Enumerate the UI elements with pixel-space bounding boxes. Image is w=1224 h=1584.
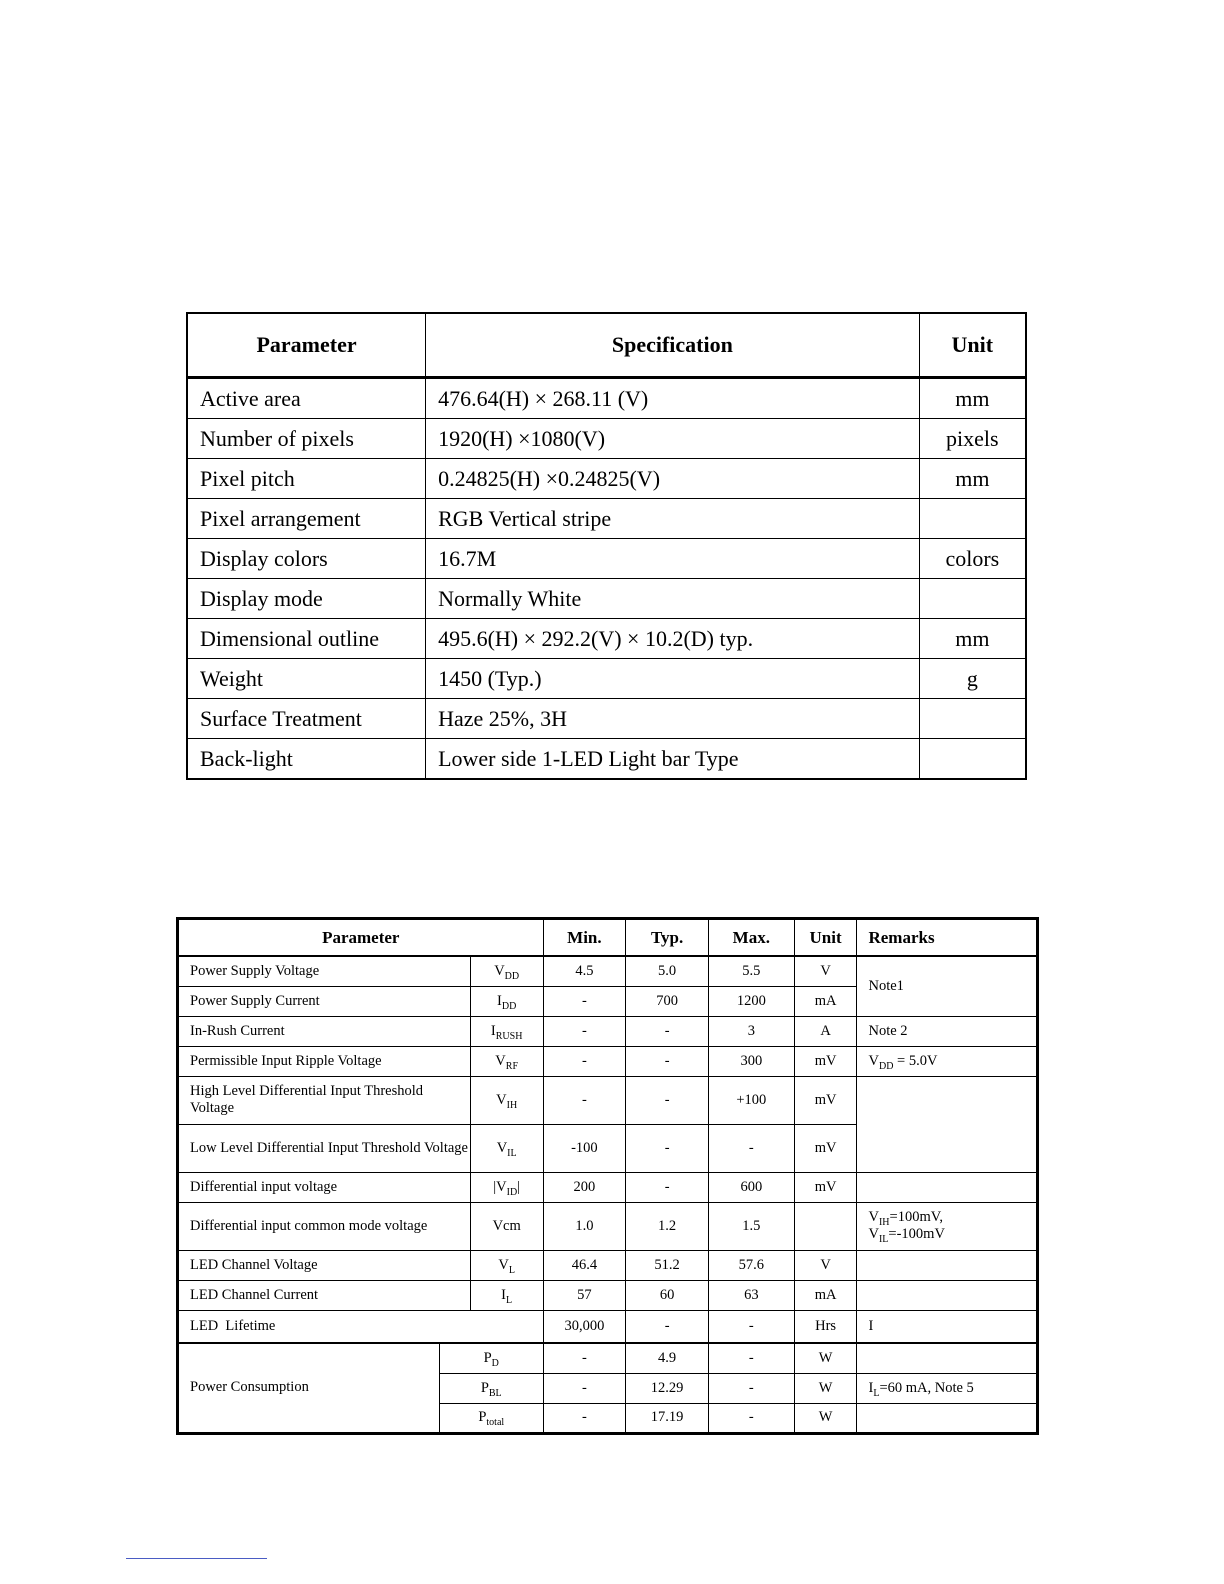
elec-min: 1.0 xyxy=(543,1202,626,1250)
elec-remark xyxy=(857,1202,1038,1250)
elec-param: Differential input voltage xyxy=(178,1172,471,1202)
elec-symbol xyxy=(470,1016,543,1046)
symbol-text: P xyxy=(483,1349,492,1366)
spec-unit: mm xyxy=(919,459,1026,499)
spec-param: Pixel arrangement xyxy=(187,499,426,539)
spec-unit: colors xyxy=(919,539,1026,579)
symbol-sub: BL xyxy=(488,1387,502,1399)
table-row xyxy=(187,539,1026,579)
elec-max: 57.6 xyxy=(708,1250,794,1280)
table-row xyxy=(187,378,1026,419)
spec-param: Display mode xyxy=(187,579,426,619)
elec-unit: V xyxy=(794,956,857,986)
symbol-sub: L xyxy=(508,1264,515,1276)
table-row xyxy=(187,459,1026,499)
table-row xyxy=(187,619,1026,659)
symbol-sub: RF xyxy=(505,1060,519,1072)
elec-remark xyxy=(857,1373,1038,1403)
spec-value: Haze 25%, 3H xyxy=(426,699,920,739)
spec-param: Number of pixels xyxy=(187,419,426,459)
spec-param: Active area xyxy=(187,378,426,419)
elec-symbol xyxy=(439,1343,543,1373)
spec-unit xyxy=(919,699,1026,739)
elec-max: - xyxy=(708,1124,794,1172)
spec-unit: mm xyxy=(919,619,1026,659)
table-row xyxy=(178,1016,1038,1046)
elec-symbol xyxy=(470,1076,543,1124)
elec-header-parameter: Parameter xyxy=(178,919,544,957)
table-row xyxy=(187,419,1026,459)
elec-typ: 1.2 xyxy=(626,1202,709,1250)
spec-value: Normally White xyxy=(426,579,920,619)
elec-unit: mV xyxy=(794,1124,857,1172)
elec-unit: W xyxy=(794,1373,857,1403)
elec-remark: Note 2 xyxy=(857,1016,1038,1046)
elec-symbol xyxy=(470,1124,543,1172)
elec-typ: - xyxy=(626,1016,709,1046)
elec-unit: mV xyxy=(794,1046,857,1076)
table-row xyxy=(187,739,1026,780)
elec-symbol xyxy=(470,956,543,986)
remark-text: I xyxy=(868,1379,874,1396)
table-row xyxy=(178,1310,1038,1343)
spec-param: Back-light xyxy=(187,739,426,780)
remark-tail: =100mV, xyxy=(889,1209,943,1225)
elec-param: High Level Differential Input Threshold Voltage xyxy=(178,1076,471,1124)
elec-min: -100 xyxy=(543,1124,626,1172)
elec-symbol xyxy=(470,1250,543,1280)
symbol-sub: RUSH xyxy=(495,1030,523,1042)
symbol-sub: total xyxy=(486,1417,505,1428)
elec-remark xyxy=(857,1280,1038,1310)
elec-max: - xyxy=(708,1373,794,1403)
spec-value: 0.24825(H) ×0.24825(V) xyxy=(426,459,920,499)
symbol-sub: IH xyxy=(506,1099,518,1111)
spec-header-specification: Specification xyxy=(426,313,920,378)
elec-typ: 60 xyxy=(626,1280,709,1310)
spec-value: 1920(H) ×1080(V) xyxy=(426,419,920,459)
symbol-tail: | xyxy=(517,1178,521,1195)
spec-value: 1450 (Typ.) xyxy=(426,659,920,699)
symbol-text: V xyxy=(494,962,505,979)
remark-line-2 xyxy=(868,1226,1036,1243)
elec-max: - xyxy=(708,1310,794,1343)
elec-typ: - xyxy=(626,1124,709,1172)
elec-min: - xyxy=(543,1016,626,1046)
table-row xyxy=(178,1202,1038,1250)
elec-unit: W xyxy=(794,1403,857,1433)
symbol-text: V xyxy=(495,1052,506,1069)
spec-param: Weight xyxy=(187,659,426,699)
remark-sub: DD xyxy=(878,1060,894,1072)
elec-symbol xyxy=(470,986,543,1016)
elec-min: - xyxy=(543,986,626,1016)
spec-unit: pixels xyxy=(919,419,1026,459)
elec-max: 1200 xyxy=(708,986,794,1016)
elec-max: 5.5 xyxy=(708,956,794,986)
spec-unit xyxy=(919,499,1026,539)
spec-header-parameter: Parameter xyxy=(187,313,426,378)
elec-min: - xyxy=(543,1046,626,1076)
elec-header-typ: Typ. xyxy=(626,919,709,957)
elec-max: 1.5 xyxy=(708,1202,794,1250)
symbol-sub: D xyxy=(491,1357,499,1369)
symbol-text: V xyxy=(498,1256,509,1273)
elec-min: - xyxy=(543,1373,626,1403)
elec-min: 200 xyxy=(543,1172,626,1202)
elec-min: - xyxy=(543,1076,626,1124)
elec-typ: 51.2 xyxy=(626,1250,709,1280)
elec-header-unit: Unit xyxy=(794,919,857,957)
elec-unit: mV xyxy=(794,1172,857,1202)
elec-remark xyxy=(857,1343,1038,1373)
symbol-text: I xyxy=(490,1022,496,1039)
elec-remark xyxy=(857,1046,1038,1076)
elec-unit xyxy=(794,1202,857,1250)
elec-header-row xyxy=(178,919,1038,957)
spec-unit: mm xyxy=(919,378,1026,419)
table-row xyxy=(187,579,1026,619)
elec-min: - xyxy=(543,1403,626,1433)
elec-param: Low Level Differential Input Threshold Voltage xyxy=(178,1124,471,1172)
remark-text: V xyxy=(868,1209,879,1225)
symbol-sub: ID xyxy=(506,1186,518,1198)
table-row xyxy=(178,1046,1038,1076)
power-consumption-label: Power Consumption xyxy=(178,1343,440,1433)
symbol-text: V xyxy=(496,1139,508,1156)
specification-table xyxy=(186,312,1027,780)
table-row xyxy=(178,1343,1038,1373)
table-row xyxy=(187,499,1026,539)
symbol-text: P xyxy=(480,1379,489,1396)
symbol-text: P xyxy=(478,1409,487,1425)
elec-typ: 5.0 xyxy=(626,956,709,986)
table-row xyxy=(178,1280,1038,1310)
remark-tail: =-100mV xyxy=(888,1226,945,1242)
table-row xyxy=(178,1172,1038,1202)
elec-param: LED Lifetime xyxy=(178,1310,544,1343)
table-row xyxy=(187,699,1026,739)
elec-max: - xyxy=(708,1403,794,1433)
elec-unit: Hrs xyxy=(794,1310,857,1343)
remark-text: V xyxy=(868,1052,879,1069)
spec-unit: g xyxy=(919,659,1026,699)
table-row xyxy=(178,1250,1038,1280)
elec-min: 46.4 xyxy=(543,1250,626,1280)
spec-param: Surface Treatment xyxy=(187,699,426,739)
spec-value: Lower side 1-LED Light bar Type xyxy=(426,739,920,780)
elec-unit: A xyxy=(794,1016,857,1046)
elec-max: - xyxy=(708,1343,794,1373)
elec-unit: mV xyxy=(794,1076,857,1124)
elec-typ: - xyxy=(626,1076,709,1124)
elec-remark xyxy=(857,1403,1038,1433)
spec-param: Dimensional outline xyxy=(187,619,426,659)
elec-symbol xyxy=(470,1046,543,1076)
symbol-sub: DD xyxy=(501,1000,517,1012)
symbol-sub: L xyxy=(506,1294,513,1306)
symbol-text: V xyxy=(496,1091,507,1108)
remark-sub: IH xyxy=(878,1217,890,1228)
elec-max: +100 xyxy=(708,1076,794,1124)
elec-param: LED Channel Current xyxy=(178,1280,471,1310)
symbol-text: I xyxy=(497,992,502,1009)
elec-param: Power Supply Voltage xyxy=(178,956,471,986)
elec-unit: W xyxy=(794,1343,857,1373)
elec-unit: V xyxy=(794,1250,857,1280)
elec-symbol xyxy=(470,1280,543,1310)
elec-typ: 17.19 xyxy=(626,1403,709,1433)
elec-typ: 700 xyxy=(626,986,709,1016)
electrical-characteristics-table xyxy=(176,917,1039,1435)
elec-param: In-Rush Current xyxy=(178,1016,471,1046)
elec-typ: 4.9 xyxy=(626,1343,709,1373)
spec-value: RGB Vertical stripe xyxy=(426,499,920,539)
elec-typ: - xyxy=(626,1310,709,1343)
elec-remark-note1: Note1 xyxy=(857,956,1038,1016)
elec-unit: mA xyxy=(794,1280,857,1310)
elec-header-min: Min. xyxy=(543,919,626,957)
elec-symbol xyxy=(439,1373,543,1403)
elec-symbol xyxy=(439,1403,543,1433)
elec-max: 3 xyxy=(708,1016,794,1046)
elec-max: 63 xyxy=(708,1280,794,1310)
table-row xyxy=(178,956,1038,986)
elec-remark xyxy=(857,1250,1038,1280)
elec-min: 57 xyxy=(543,1280,626,1310)
spec-value: 16.7M xyxy=(426,539,920,579)
elec-param: LED Channel Voltage xyxy=(178,1250,471,1280)
elec-symbol xyxy=(470,1172,543,1202)
elec-param: Power Supply Current xyxy=(178,986,471,1016)
elec-min: 30,000 xyxy=(543,1310,626,1343)
elec-remark-empty xyxy=(857,1076,1038,1172)
elec-typ: - xyxy=(626,1046,709,1076)
remark-tail: = 5.0V xyxy=(893,1052,938,1069)
elec-typ: - xyxy=(626,1172,709,1202)
elec-remark xyxy=(857,1172,1038,1202)
table-row xyxy=(178,1076,1038,1124)
spec-header-unit: Unit xyxy=(919,313,1026,378)
elec-param: Differential input common mode voltage xyxy=(178,1202,471,1250)
spec-unit xyxy=(919,579,1026,619)
remark-tail: =60 mA, Note 5 xyxy=(879,1379,974,1396)
spec-value: 476.64(H) × 268.11 (V) xyxy=(426,378,920,419)
elec-remark: I xyxy=(857,1310,1038,1343)
symbol-text: |V xyxy=(493,1178,507,1195)
elec-max: 600 xyxy=(708,1172,794,1202)
remark-sub: IL xyxy=(878,1234,889,1245)
remark-sub: L xyxy=(873,1387,880,1399)
elec-min: - xyxy=(543,1343,626,1373)
elec-param: Permissible Input Ripple Voltage xyxy=(178,1046,471,1076)
elec-max: 300 xyxy=(708,1046,794,1076)
symbol-sub: DD xyxy=(504,970,520,982)
footnote-separator xyxy=(126,1558,267,1559)
elec-symbol: Vcm xyxy=(470,1202,543,1250)
elec-header-remarks: Remarks xyxy=(857,919,1038,957)
elec-header-max: Max. xyxy=(708,919,794,957)
symbol-sub: IL xyxy=(507,1147,517,1159)
remark-line-1 xyxy=(868,1209,1036,1226)
spec-header-row xyxy=(187,313,1026,378)
elec-unit: mA xyxy=(794,986,857,1016)
spec-unit xyxy=(919,739,1026,780)
spec-param: Display colors xyxy=(187,539,426,579)
symbol-text: I xyxy=(501,1286,507,1303)
spec-param: Pixel pitch xyxy=(187,459,426,499)
spec-value: 495.6(H) × 292.2(V) × 10.2(D) typ. xyxy=(426,619,920,659)
elec-min: 4.5 xyxy=(543,956,626,986)
remark-text: V xyxy=(868,1226,879,1242)
table-row xyxy=(187,659,1026,699)
elec-typ: 12.29 xyxy=(626,1373,709,1403)
